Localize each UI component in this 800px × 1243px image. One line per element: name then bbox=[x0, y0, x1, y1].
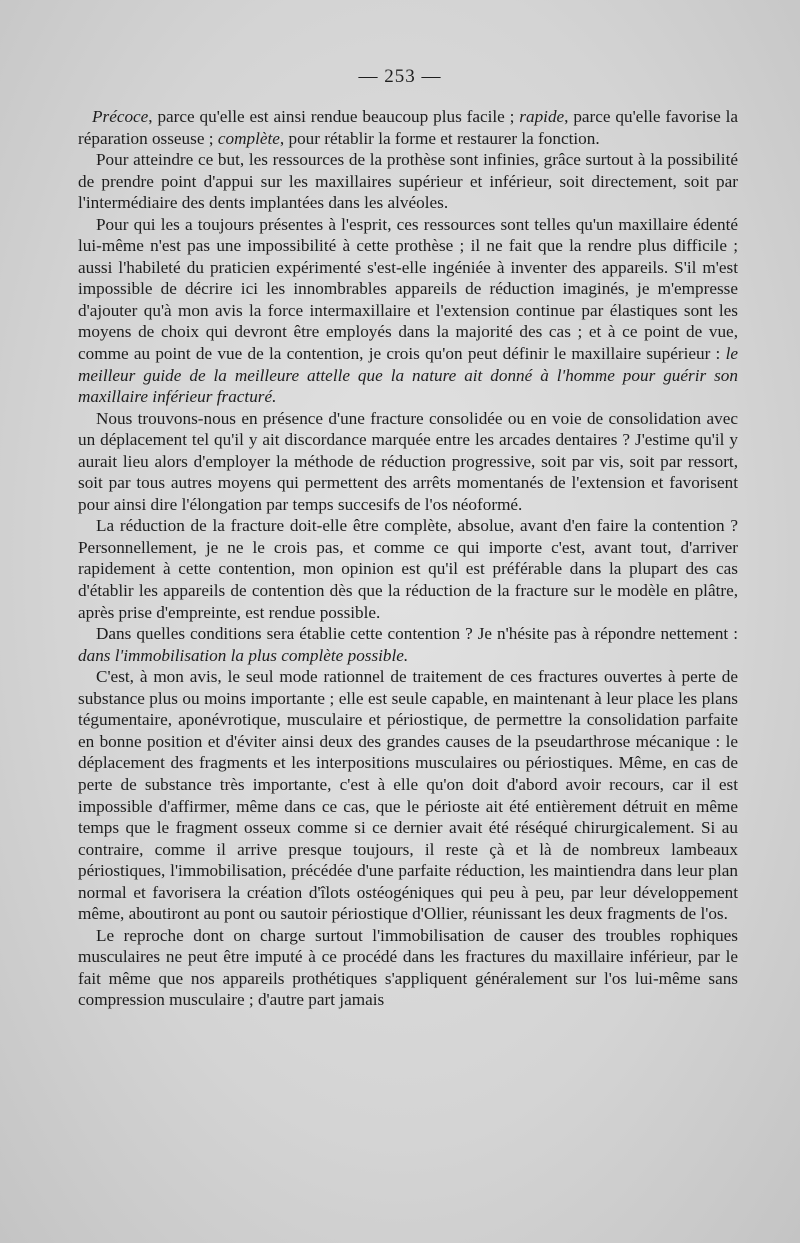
paragraph bbox=[78, 408, 738, 516]
page-number: — 253 — bbox=[358, 66, 442, 87]
text-run: Pour qui les a toujours présentes à l'esprit, ces ressources sont telles qu'un maxillaire édenté lui-même n'est pas une impossibilité à cette prothèse ; il ne fait que la rendre plus difficile ; aussi l'habileté du praticien expérimenté s'est-elle ingéniée à inventer des appareils. S'il m'est impossible de décrire ici les innombrables appareils de réduction imaginés, je m'empresse d'ajouter qu'à mon avis la force intermaxillaire et l'extension continue par élastiques sont les moyens de choix qui devront être employés dans la majorité des cas ; et à ce point de vue, comme au point de vue de la contention, je crois qu'on peut définir le maxillaire supérieur : bbox=[78, 214, 738, 364]
text-run: , pour rétablir la forme et restaurer la fonction. bbox=[279, 128, 600, 148]
paragraph bbox=[78, 925, 738, 1011]
paragraph bbox=[78, 515, 738, 623]
text-run: Pour atteindre ce but, les ressources de la prothèse sont infinies, grâce surtout à la possibilité de prendre point d'appui sur les maxillaires supérieur et inférieur, soit directement, soit par l'intermédiaire des dents implantées dans les alvéoles. bbox=[78, 150, 738, 213]
paragraph bbox=[78, 623, 738, 666]
text-run: La réduction de la fracture doit-elle être complète, absolue, avant d'en faire la contention ? Personnellement, je ne le crois pas, et comme ce qui importe c'est, avant tout, d'arriver rapidement à cette contention, mon opinion est qu'il est préférable dans la plupart des cas d'établir les appareils de contention dès que la réduction de la fracture sur le modèle en plâtre, après prise d'empreinte, est rendue possible. bbox=[78, 516, 738, 622]
text-run: Le reproche dont on charge surtout l'immobilisation de causer des troubles rophiques musculaires ne peut être imputé à ce procédé dans les fractures du maxillaire inférieur, par le fait même que nos appareils prothétiques s'appliquent généralement sur l'os lui-même sans compression musculaire ; d'autre part jamais bbox=[78, 925, 738, 1010]
paragraph bbox=[78, 106, 738, 149]
italic-text: Précoce bbox=[92, 107, 149, 126]
text-run: C'est, à mon avis, le seul mode rationnel de traitement de ces fractures ouvertes à perte de substance plus ou moins importante ; elle est seule capable, en maintenant à leur place les plans tégumentaire, aponévrotique, musculaire et périostique, de permettre la consolidation parfaite en bonne position et d'éviter ainsi deux des grandes causes de la pseudarthrose mécanique : le déplacement des fragments et les interpositions musculaires ou périostiques. Même, en cas de perte de substance très importante, c'est à elle qu'on doit d'abord avoir recours, car il est impossible d'affirmer, même dans ce cas, que le périoste ait été entièrement détruit en même temps que le fragment osseux comme si ce dernier avait été réséqué chirurgicalement. Si au contraire, comme il arrive presque toujours, il reste çà et là de nombreux lambeaux périostiques, l'immobilisation, précédée d'une parfaite réduction, les maintiendra dans leur plan normal et favorisera la création d'îlots ostéogéniques qui peu à peu, par leur développement même, aboutiront au pont ou sautoir périostique d'Ollier, réunissant les deux fragments de l'os. bbox=[78, 667, 738, 924]
italic-text: complète bbox=[217, 128, 280, 148]
italic-text: le meilleur guide de la meilleure attelle que la nature ait donné à l'homme pour guérir son maxillaire inférieur fracturé. bbox=[78, 344, 738, 407]
text-run: , parce qu'elle est ainsi rendue beaucoup plus facile ; bbox=[148, 107, 520, 126]
body-text bbox=[78, 106, 738, 1011]
italic-text: rapide bbox=[519, 107, 565, 126]
paragraph bbox=[78, 149, 738, 214]
text-run: Dans quelles conditions sera établie cette contention ? Je n'hésite pas à répondre nettement : bbox=[96, 624, 738, 644]
text-run: , parce qu'elle favorise la réparation osseuse ; bbox=[78, 107, 738, 148]
paragraph bbox=[78, 666, 738, 925]
italic-text: dans l'immobilisation la plus complète possible. bbox=[78, 645, 409, 665]
paragraph bbox=[78, 214, 738, 408]
text-run: Nous trouvons-nous en présence d'une fracture consolidée ou en voie de consolidation avec un déplacement tel qu'il y ait discordance marquée entre les arcades dentaires ? J'estime qu'il y aurait lieu alors d'employer la méthode de réduction progressive, soit par vis, soit par ressort, soit par tous autres moyens qui permettent des arrêts momentanés de l'extension et favorisent pour ainsi dire l'élongation par temps succesifs de l'os néoformé. bbox=[78, 408, 738, 514]
